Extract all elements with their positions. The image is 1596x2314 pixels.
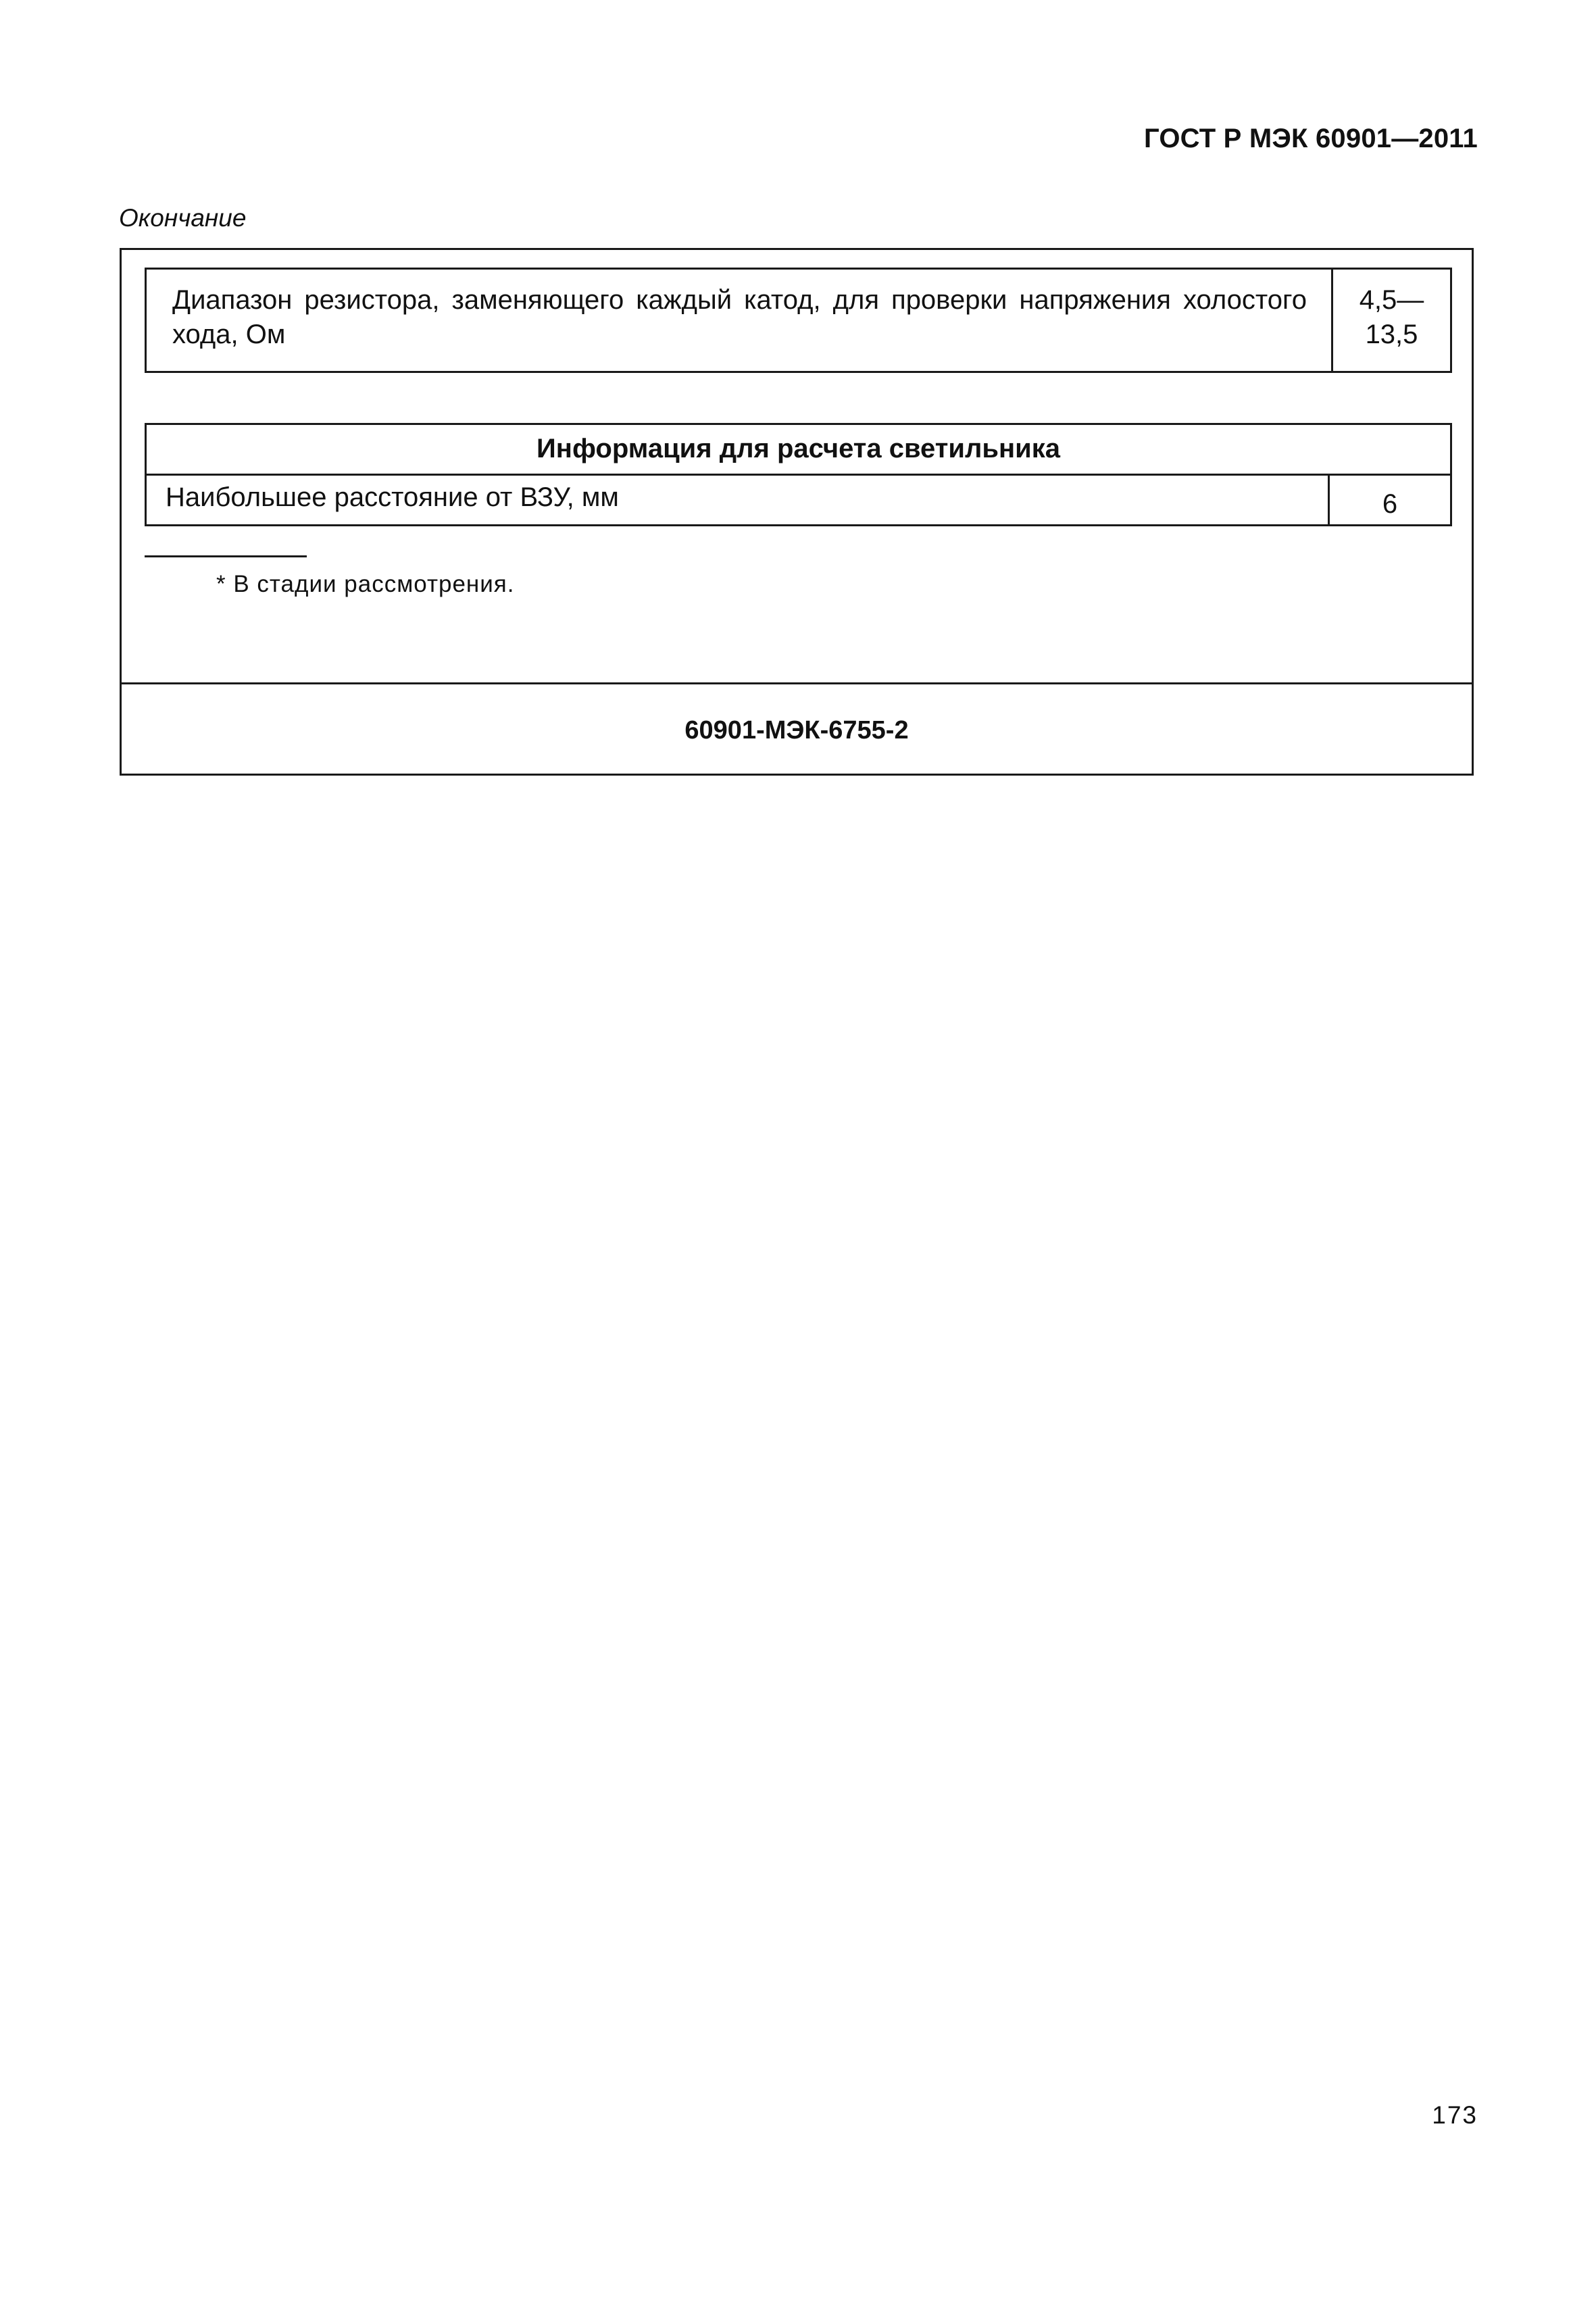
max-distance-parameter: Наибольшее расстояние от ВЗУ, мм	[147, 476, 1330, 524]
table-row	[147, 476, 1450, 524]
max-distance-value: 6	[1382, 489, 1398, 519]
resistor-range-value	[1333, 270, 1450, 371]
continuation-label: Окончание	[119, 204, 247, 232]
resistor-range-value-line1: 4,5—	[1359, 285, 1424, 315]
document-standard-header: ГОСТ Р МЭК 60901—2011	[1143, 124, 1478, 153]
sheet-code: 60901-МЭК-6755-2	[684, 716, 909, 745]
data-sheet-frame	[120, 248, 1474, 776]
frame-divider	[122, 682, 1472, 684]
footnote-divider	[145, 555, 307, 557]
page-number: 173	[1432, 2101, 1478, 2129]
resistor-range-table	[145, 268, 1452, 373]
luminaire-info-heading: Информация для расчета светильника	[147, 425, 1450, 476]
resistor-range-parameter: Диапазон резистора, заменяющего каждый катод, для проверки напряжения холостого хода, Ом	[147, 270, 1333, 371]
luminaire-info-table	[145, 423, 1452, 526]
footnote: * В стадии рассмотрения.	[216, 571, 515, 597]
resistor-range-value-line2: 13,5	[1365, 320, 1418, 349]
